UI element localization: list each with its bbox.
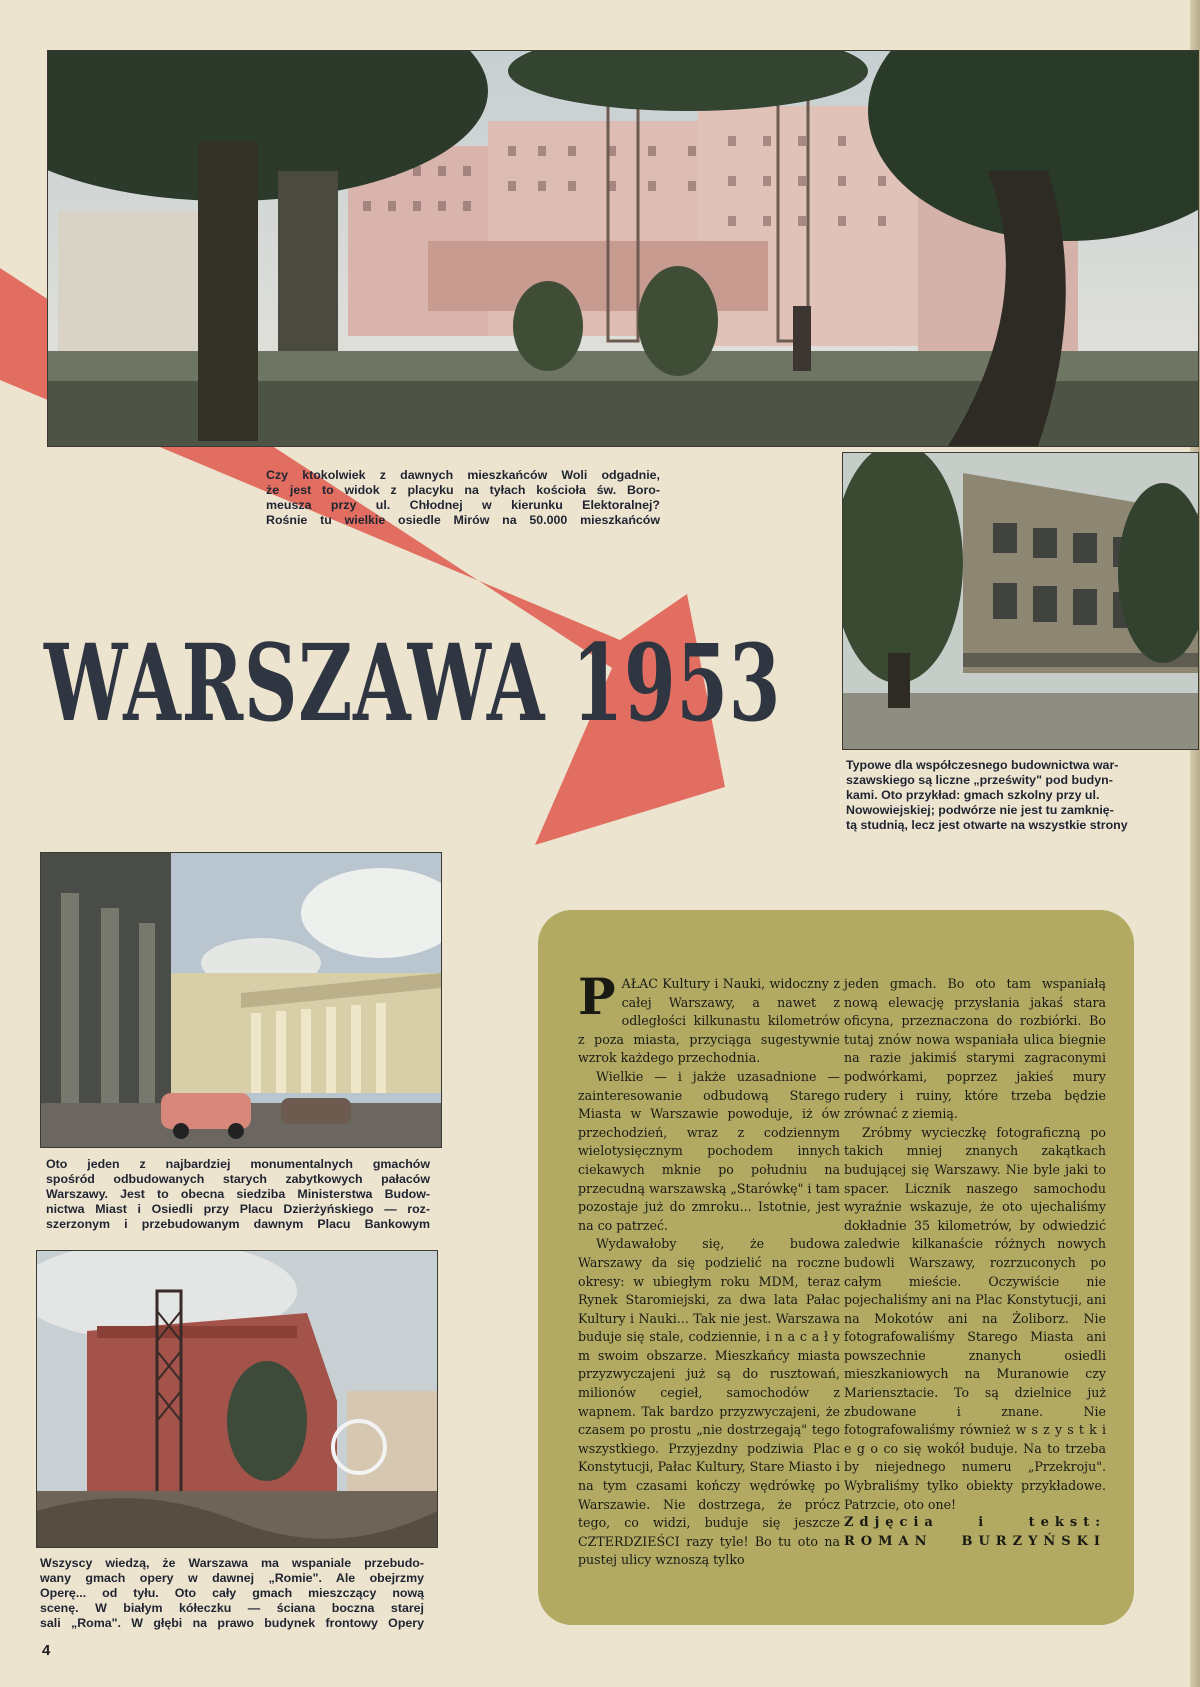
caption-school (846, 758, 1158, 833)
caption-line: Warszawy. Jest to obecna siedziba Ministerstwa Budow- (46, 1187, 430, 1201)
photo-opera-building (36, 1250, 438, 1548)
article-column-1 (578, 967, 840, 1570)
caption-line: Wszyscy wiedzą, że Warszawa ma wspaniale przebudo- (40, 1556, 424, 1570)
article-paragraph: jeden gmach. Bo oto tam wspaniałą nową elewację przysłania jakaś stara oficyna, przeznaczona do rozbiórki. Bo tutaj znów nowa wspaniała ulica biegnie na razie jakimiś starymi zagraconymi podwórkami, poprzez jakieś mury rudery i ruiny, które trzeba będzie zrównać z ziemią. (844, 976, 1106, 1122)
article-paragraph: Wydawałoby się, że budowa Warszawy da się podzielić na roczne okresy: w ubiegłym roku MDM, teraz Rynek Staromiejski, za dwa lata Pałac Kultury i Nauki... Tak nie jest. Warszawa buduje się stale, codziennie, i n a c a ł y m swoim obszarze. Mieszkańcy miasta przyzwyczajeni już są do rusztowań, milionów cegieł, samochodów z wapnem. Tak bardzo przyzwyczajeni, że czasem po prostu „nie dostrzegają" tego wszystkiego. Przyjezdny podziwia Plac Konstytucji, Pałac Kultury, Stare Miasto i na tym czasami kończy wędrówkę po Warszawie. Nie dostrzega, że prócz tego, co widzi, buduje się jeszcze CZTERDZIEŚCI razy tyle! Bo tu oto na pustej ulicy wznoszą tylko (578, 1236, 840, 1568)
author-name: ROMAN BURZYŃSKI (844, 1533, 1106, 1549)
article-paragraph: Zróbmy wycieczkę fotograficzną po takich mniej znanych zakątkach budującej się Warszawy. Nie byle jaki to spacer. Licznik naszego samochodu wyraźnie wskazuje, że oto ujechaliśmy dokładnie 35 kilometrów, by odwiedzić zaledwie kilkanaście różnych nowych budowli Warszawy, rozrzuconych po całym mieście. Oczywiście nie pojechaliśmy ani na Plac Konstytucji, ani na Mokotów ani na Żoliborz. Nie fotografowaliśmy Starego Miasta ani powszechnie znanych osiedli mieszkaniowych na Muranowie czy Mariensztacie. To są dzielnice już zbudowane i znane. Nie fotografowaliśmy również w s z y s t k i e g o co się wokół buduje. Na to trzeba by niejednego numeru „Przekroju". Wybraliśmy tylko obiekty przykładowe. Patrzcie, oto one! (844, 1124, 1106, 1512)
caption-miroow (266, 468, 660, 528)
caption-line: nictwa Miast i Osiedli przy Placu Dzierżyńskiego — roz- (46, 1202, 430, 1216)
caption-line: spośród odbudowanych starych zabytkowych pałaców (46, 1172, 430, 1186)
caption-line: szerzonym i przebudowanym dawnym Placu Bankowym (46, 1217, 430, 1231)
caption-line: Rośnie tu wielkie osiedle Mirów na 50.000 mieszkańców (266, 513, 660, 527)
paragraph-text: AŁAC Kultury i Nauki, widoczny z całej Warszawy, a nawet z odległości kilkunastu kilometrów z poza miasta, przyciąga sugestywnie wzrok każdego przechodnia. (578, 976, 840, 1066)
caption-line: tą studnią, lecz jest otwarte na wszystkie strony (846, 818, 1128, 832)
caption-line: Oto jeden z najbardziej monumentalnych gmachów (46, 1157, 430, 1171)
caption-line: że jest to widok z placyku na tyłach kościoła św. Boro- (266, 483, 660, 497)
photo-ministry-building (40, 852, 442, 1148)
photo-school-building (842, 452, 1199, 750)
page-title: WARSZAWA 1953 (44, 620, 782, 745)
caption-line: Typowe dla współczesnego budownictwa war- (846, 758, 1119, 772)
article-column-2 (844, 975, 1106, 1551)
caption-line: sali „Roma". W głębi na prawo budynek frontowy Opery (40, 1616, 424, 1630)
caption-line: wany gmach opery w dawnej „Romie". Ale obejrzmy (40, 1571, 424, 1585)
credit-label: Zdjęcia i tekst: (844, 1515, 1106, 1531)
drop-cap: P (578, 967, 616, 1026)
caption-line: Nowowiejskiej; podwórze nie jest tu zamknię- (846, 803, 1114, 817)
article-paragraph (578, 967, 840, 1068)
photo-miroow-estate (47, 50, 1199, 447)
page-number: 4 (42, 1642, 51, 1659)
caption-line: Operę... od tyłu. Oto cały gmach mieszczący nową (40, 1586, 424, 1600)
article-paragraph: Wielkie — i jakże uzasadnione — zainteresowanie odbudową Starego Miasta w Warszawie powoduje, iż ów przechodzień, wraz z codziennym wielotysięcznym pochodem innych ciekawych mknie po południu na przecudną warszawską „Starówkę" i tam pozostaje już do zmroku... Istotnie, jest na co patrzeć. (578, 1068, 840, 1233)
caption-line: scenę. W białym kółeczku — ściana boczna starej (40, 1601, 424, 1615)
caption-ministry (46, 1157, 430, 1232)
caption-line: kami. Oto przykład: gmach szkolny przy ul. (846, 788, 1100, 802)
caption-opera (40, 1556, 424, 1631)
caption-line: szawskiego są liczne „prześwity" pod budyn- (846, 773, 1113, 787)
caption-line: meusza przy ul. Chłodnej w kierunku Elektoralnej? (266, 498, 660, 512)
caption-line: Czy ktokolwiek z dawnych mieszkańców Woli odgadnie, (266, 468, 660, 482)
